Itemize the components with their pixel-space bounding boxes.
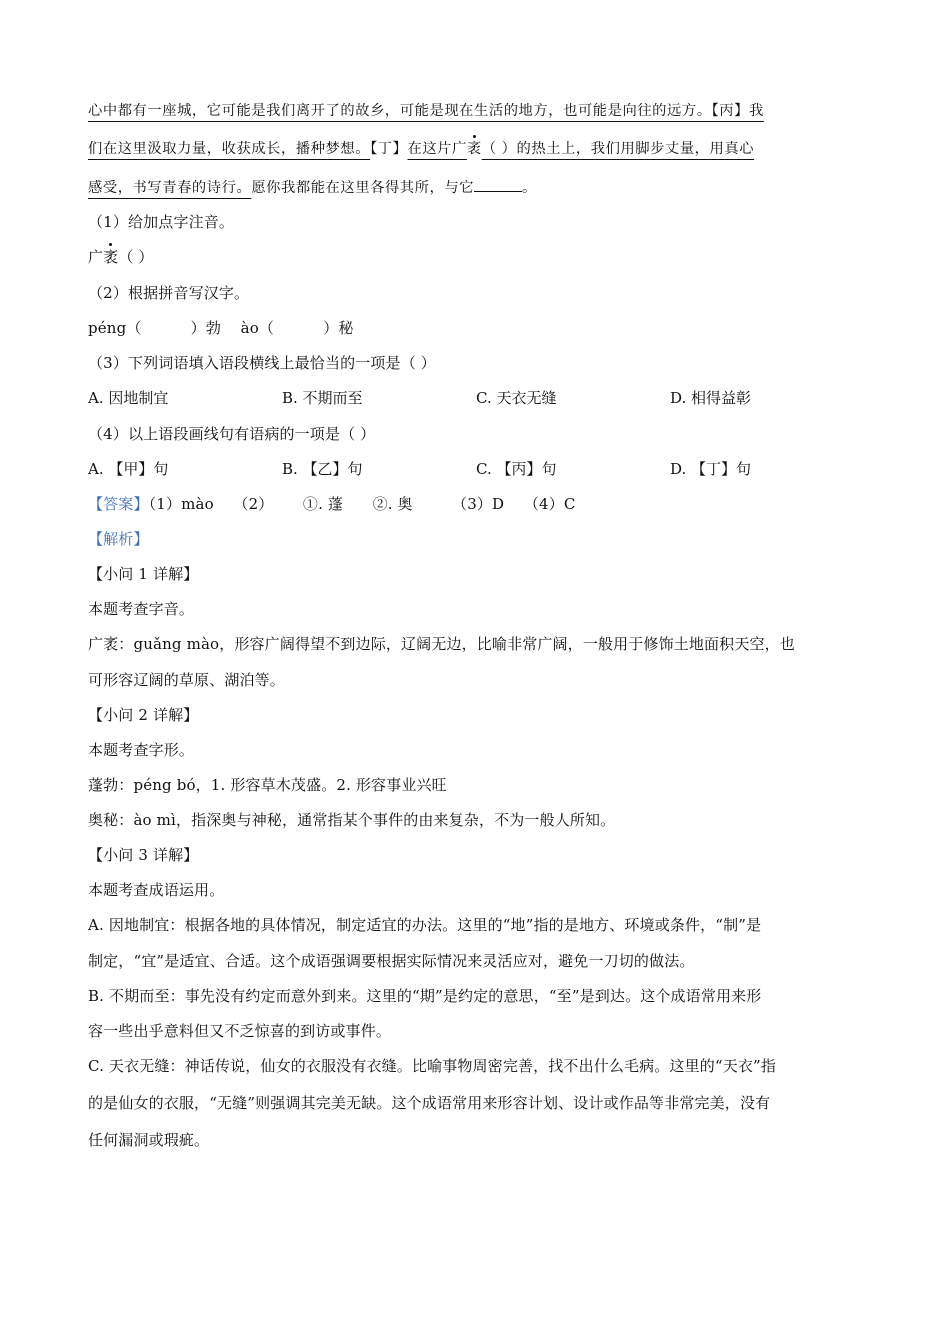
section-3-text: B. 不期而至：事先没有约定而意外到来。这里的“期”是约定的意思，“至”是到达。这个成语常用来形 [88, 987, 762, 1005]
passage-text-underlined: 感受，书写青春的诗行。 [88, 180, 252, 196]
q3-option-b: B. 不期而至 [282, 389, 363, 407]
section-2-text: 奥秘：ào mì，指深奥与神秘，通常指某个事件的由来复杂，不为一般人所知。 [88, 811, 616, 829]
q1-answer-line: 广袤（ ） [88, 248, 154, 266]
q3-option-d: D. 相得益彰 [670, 389, 752, 407]
section-3-text: 任何漏洞或瑕疵。 [88, 1131, 210, 1149]
q4-option-b: B. 【乙】句 [282, 460, 363, 478]
answer-paren: （ ） [118, 248, 154, 266]
passage-marker-ding: 【丁】 [370, 141, 408, 157]
section-3-text: A. 因地制宜：根据各地的具体情况，制定适宜的办法。这里的“地”指的是地方、环境或条件，“制”是 [88, 916, 762, 934]
section-3-text: 的是仙女的衣服，“无缝”则强调其完美无缺。这个成语常用来形容计划、设计或作品等非常完美，没有 [88, 1094, 771, 1112]
section-2-title: 【小问 2 详解】 [88, 706, 199, 724]
section-1-text: 广袤：guǎng mào，形容广阔得望不到边际，辽阔无边，比喻非常广阔，一般用于修饰土地面积天空，也 [88, 635, 795, 653]
answer-line [88, 494, 576, 514]
section-1-text: 本题考查字音。 [88, 600, 195, 618]
q3-option-a: A. 因地制宜 [88, 389, 169, 407]
section-1-text: 可形容辽阔的草原、湖泊等。 [88, 671, 285, 689]
dotted-character: 袤 [466, 141, 482, 157]
passage-text-underlined: 在这片广袤（ ）的热土上，我们用脚步丈量，用真心 [407, 141, 755, 157]
q3-option-c: C. 天衣无缝 [476, 389, 557, 407]
passage-line-2 [88, 139, 754, 159]
passage-line-3: 感受，书写青春的诗行。愿你我都能在这里各得其所，与它 。 [88, 177, 537, 198]
passage-text: 愿你我都能在这里各得其所，与它 [251, 180, 475, 196]
dotted-character: 袤 [103, 248, 119, 266]
q4-option-c: C. 【丙】句 [476, 460, 557, 478]
q4-option-d: D. 【丁】句 [670, 460, 752, 478]
q2-label: （2）根据拼音写汉字。 [88, 284, 250, 302]
passage-line-1 [88, 101, 764, 121]
section-1-title: 【小问 1 详解】 [88, 565, 199, 583]
q2-pinyin-line: péng（ ）勃 ào（ ）秘 [88, 319, 354, 337]
section-2-text: 蓬勃：péng bó，1. 形容草木茂盛。2. 形容事业兴旺 [88, 776, 447, 794]
answer-tag: 【答案】 [88, 495, 149, 513]
fill-blank [474, 177, 522, 192]
section-3-text: 容一些出乎意料但又不乏惊喜的到访或事件。 [88, 1022, 392, 1040]
section-3-text: C. 天衣无缝：神话传说，仙女的衣服没有衣缝。比喻事物周密完善，找不出什么毛病。这里的“天衣”指 [88, 1057, 777, 1075]
answer-text: （1）mào （2） ①. 蓬 ②. 奥 （3）D （4）C [148, 495, 576, 513]
section-3-title: 【小问 3 详解】 [88, 846, 199, 864]
section-3-text: 本题考查成语运用。 [88, 881, 225, 899]
section-2-text: 本题考查字形。 [88, 741, 195, 759]
q4-label: （4）以上语段画线句有语病的一项是（ ） [88, 425, 376, 443]
q3-label: （3）下列词语填入语段横线上最恰当的一项是（ ） [88, 354, 436, 372]
passage-text-underlined: 心中都有一座城，它可能是我们离开了的故乡，可能是现在生活的地方，也可能是向往的远方。【丙】我 [88, 103, 764, 119]
section-3-text: 制定，“宜”是适宜、合适。这个成语强调要根据实际情况来灵活应对，避免一刀切的做法。 [88, 952, 695, 970]
analysis-tag: 【解析】 [88, 530, 149, 548]
passage-text-underlined: 们在这里汲取力量，收获成长，播种梦想。 [88, 141, 371, 157]
q1-label: （1）给加点字注音。 [88, 213, 235, 231]
q4-option-a: A. 【甲】句 [88, 460, 169, 478]
